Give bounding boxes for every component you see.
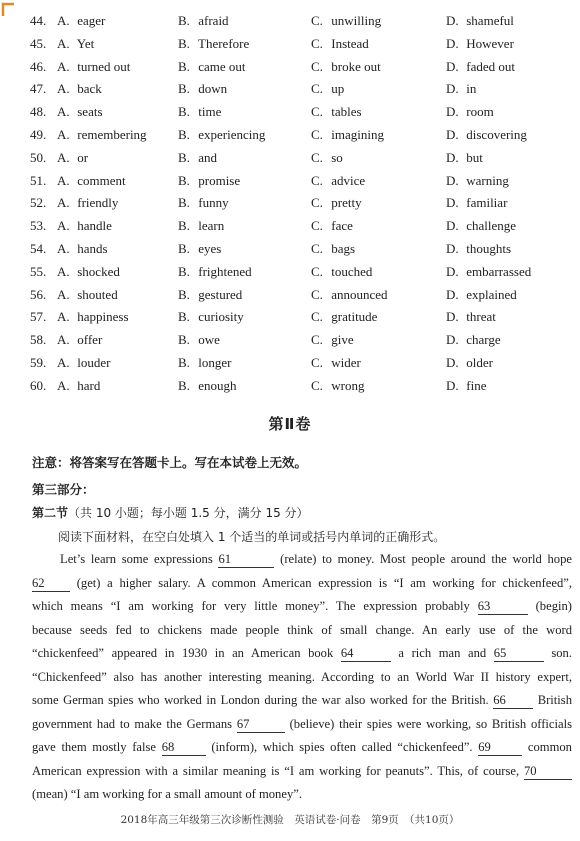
passage-text: some German spies who worked in London during the war also worked for the British. bbox=[32, 693, 489, 707]
passage-text: (get) a higher salary. A common American expression is “I am working for chickenfeed”, bbox=[76, 575, 572, 590]
option-c bbox=[311, 101, 362, 124]
question-row bbox=[0, 329, 580, 352]
question-number: 47. bbox=[30, 81, 47, 97]
option-b bbox=[178, 284, 242, 307]
option-letter: D. bbox=[446, 13, 459, 28]
option-text: up bbox=[331, 81, 345, 97]
option-d bbox=[446, 124, 527, 147]
options-list bbox=[0, 10, 580, 398]
question-number: 58. bbox=[30, 332, 47, 348]
option-text: louder bbox=[77, 354, 111, 370]
question-number: 51. bbox=[30, 172, 47, 188]
blank-65[interactable]: 65 bbox=[494, 646, 544, 662]
option-b bbox=[178, 78, 227, 101]
option-letter: D. bbox=[446, 218, 459, 234]
option-d bbox=[446, 147, 483, 170]
question-row bbox=[0, 78, 580, 101]
option-letter: C. bbox=[311, 263, 323, 279]
option-a bbox=[57, 306, 129, 329]
option-text: remembering bbox=[77, 126, 147, 142]
option-letter: D. bbox=[446, 195, 459, 211]
option-text: shouted bbox=[77, 286, 118, 302]
option-d bbox=[446, 56, 515, 79]
option-text: Yet bbox=[76, 35, 95, 51]
passage-line bbox=[32, 736, 572, 760]
option-letter: D. bbox=[446, 354, 459, 370]
question-row bbox=[0, 215, 580, 238]
option-d bbox=[446, 33, 514, 56]
option-d bbox=[446, 261, 531, 284]
option-text: back bbox=[77, 81, 102, 97]
option-letter: B. bbox=[178, 218, 190, 234]
question-number: 57. bbox=[30, 309, 47, 325]
option-letter: B. bbox=[178, 354, 190, 370]
option-b bbox=[178, 238, 221, 261]
option-c bbox=[311, 78, 344, 101]
passage-text: (begin) bbox=[535, 599, 572, 613]
passage-text: British bbox=[537, 693, 572, 707]
option-c bbox=[311, 192, 362, 215]
option-letter: A. bbox=[57, 309, 70, 325]
option-text: came out bbox=[198, 58, 246, 74]
option-text: wider bbox=[331, 354, 361, 370]
option-letter: D. bbox=[446, 81, 459, 97]
option-text: shocked bbox=[77, 263, 120, 279]
option-text: discovering bbox=[466, 126, 527, 142]
option-c bbox=[311, 261, 372, 284]
option-a bbox=[57, 192, 118, 215]
option-text: seats bbox=[77, 104, 103, 120]
option-letter: C. bbox=[311, 309, 323, 325]
option-text: wrong bbox=[331, 377, 365, 393]
option-letter: D. bbox=[446, 172, 459, 188]
question-row bbox=[0, 352, 580, 375]
option-b bbox=[178, 170, 240, 193]
option-text: challenge bbox=[466, 218, 517, 234]
question-row bbox=[0, 261, 580, 284]
passage-text: son. bbox=[551, 646, 572, 660]
option-b bbox=[178, 101, 221, 124]
question-row bbox=[0, 101, 580, 124]
option-letter: A. bbox=[57, 126, 70, 142]
option-letter: C. bbox=[311, 35, 323, 51]
question-row bbox=[0, 124, 580, 147]
question-row bbox=[0, 284, 580, 307]
passage-text: (believe) their spies were working, so British officials bbox=[289, 716, 573, 731]
option-letter: A. bbox=[57, 263, 70, 279]
option-text: face bbox=[331, 218, 353, 234]
passage-line bbox=[32, 548, 572, 572]
question-number: 48. bbox=[30, 104, 47, 120]
option-letter: D. bbox=[446, 377, 459, 393]
passage-text: common bbox=[527, 740, 572, 754]
option-letter: B. bbox=[178, 81, 190, 97]
option-letter: A. bbox=[57, 172, 70, 188]
option-letter: D. bbox=[446, 126, 459, 142]
option-text: pretty bbox=[331, 195, 362, 211]
sub-label: 第二节 bbox=[32, 506, 69, 520]
option-letter: A. bbox=[57, 240, 70, 256]
option-text: fine bbox=[466, 377, 487, 393]
option-text: eyes bbox=[198, 240, 222, 256]
option-letter: C. bbox=[311, 286, 323, 302]
option-d bbox=[446, 306, 496, 329]
option-text: broke out bbox=[331, 58, 381, 74]
option-d bbox=[446, 284, 517, 307]
option-letter: A. bbox=[57, 218, 70, 234]
option-b bbox=[178, 147, 217, 170]
option-letter: C. bbox=[311, 172, 323, 188]
option-a bbox=[57, 238, 108, 261]
passage-line bbox=[32, 760, 572, 784]
option-a bbox=[57, 170, 126, 193]
option-text: touched bbox=[331, 263, 373, 279]
part-heading: 第三部分： bbox=[32, 482, 95, 497]
question-number: 49. bbox=[30, 126, 47, 142]
option-letter: D. bbox=[446, 104, 459, 120]
passage-text: (inform), which spies often called “chickenfeed”. bbox=[211, 740, 473, 754]
option-a bbox=[57, 215, 112, 238]
option-text: older bbox=[466, 354, 493, 370]
option-text: longer bbox=[198, 354, 232, 370]
option-letter: C. bbox=[311, 332, 323, 348]
question-row bbox=[0, 375, 580, 398]
question-row bbox=[0, 306, 580, 329]
option-text: charge bbox=[466, 332, 501, 348]
option-text: learn bbox=[198, 218, 225, 234]
option-a bbox=[57, 101, 103, 124]
option-text: shameful bbox=[466, 13, 514, 28]
option-letter: B. bbox=[178, 126, 190, 142]
option-c bbox=[311, 170, 365, 193]
option-letter: D. bbox=[446, 240, 459, 256]
option-text: in bbox=[466, 81, 477, 97]
option-letter: A. bbox=[57, 58, 70, 74]
option-letter: C. bbox=[311, 81, 323, 97]
option-b bbox=[178, 192, 229, 215]
option-letter: B. bbox=[178, 195, 190, 211]
passage-line bbox=[32, 783, 572, 807]
option-text: funny bbox=[198, 195, 229, 211]
option-text: promise bbox=[198, 172, 241, 188]
passage-text: government had to make the Germans bbox=[32, 716, 233, 731]
question-row bbox=[0, 33, 580, 56]
passage-line bbox=[32, 666, 572, 690]
option-text: or bbox=[77, 149, 89, 165]
option-text: gratitude bbox=[331, 309, 378, 325]
option-d bbox=[446, 215, 516, 238]
option-text: but bbox=[466, 149, 483, 165]
option-text: advice bbox=[331, 172, 366, 188]
option-letter: A. bbox=[57, 286, 70, 302]
option-letter: B. bbox=[178, 286, 190, 302]
option-text: time bbox=[198, 104, 222, 120]
option-text: hands bbox=[77, 240, 108, 256]
option-b bbox=[178, 10, 229, 33]
option-b bbox=[178, 56, 246, 79]
blank-68[interactable]: 68 bbox=[162, 740, 206, 756]
option-text: Therefore bbox=[198, 35, 250, 51]
option-letter: B. bbox=[178, 172, 190, 188]
option-letter: A. bbox=[57, 35, 70, 51]
option-d bbox=[446, 170, 509, 193]
option-c bbox=[311, 352, 361, 375]
option-letter: C. bbox=[311, 58, 323, 74]
option-a bbox=[57, 33, 94, 56]
option-letter: C. bbox=[311, 195, 323, 211]
passage-line bbox=[32, 713, 572, 737]
option-letter: B. bbox=[178, 58, 190, 74]
question-row bbox=[0, 238, 580, 261]
option-a bbox=[57, 375, 100, 398]
question-row bbox=[0, 56, 580, 79]
option-letter: C. bbox=[311, 126, 323, 142]
option-letter: C. bbox=[311, 104, 323, 120]
answer-note: 注意：将答案写在答题卡上。写在本试卷上无效。 bbox=[32, 455, 308, 470]
option-text: give bbox=[331, 332, 354, 348]
option-text: comment bbox=[77, 172, 126, 188]
option-letter: A. bbox=[57, 104, 70, 120]
passage-line bbox=[32, 595, 572, 619]
question-number: 44. bbox=[30, 13, 47, 28]
option-letter: B. bbox=[178, 377, 190, 393]
option-text: experiencing bbox=[198, 126, 266, 142]
option-text: thoughts bbox=[466, 240, 512, 256]
option-c bbox=[311, 10, 381, 33]
option-c bbox=[311, 329, 354, 352]
option-d bbox=[446, 375, 486, 398]
question-number: 60. bbox=[30, 377, 47, 393]
option-d bbox=[446, 329, 501, 352]
option-a bbox=[57, 124, 147, 147]
option-c bbox=[311, 306, 377, 329]
option-d bbox=[446, 101, 494, 124]
option-letter: A. bbox=[57, 195, 70, 211]
option-text: bags bbox=[331, 240, 356, 256]
option-a bbox=[57, 147, 88, 170]
option-letter: B. bbox=[178, 104, 190, 120]
blank-61[interactable]: 61 bbox=[218, 552, 274, 568]
passage-text: gave them mostly false bbox=[32, 740, 157, 754]
passage-text: (relate) to money. Most people around the world hope bbox=[280, 552, 572, 566]
option-d bbox=[446, 10, 514, 33]
blank-67[interactable]: 67 bbox=[237, 717, 285, 733]
option-a bbox=[57, 352, 110, 375]
blank-62[interactable]: 62 bbox=[32, 576, 70, 592]
option-a bbox=[57, 284, 118, 307]
passage-text: because seeds fed to chickens made people think of small change. An early use of the word bbox=[32, 622, 572, 637]
option-letter: B. bbox=[178, 35, 190, 51]
question-row bbox=[0, 10, 580, 33]
passage-line bbox=[32, 572, 572, 596]
option-b bbox=[178, 329, 220, 352]
option-text: tables bbox=[331, 104, 362, 120]
question-number: 54. bbox=[30, 240, 47, 256]
option-b bbox=[178, 124, 265, 147]
option-text: However bbox=[466, 35, 514, 51]
option-letter: D. bbox=[446, 149, 459, 165]
passage-line bbox=[32, 619, 572, 643]
option-b bbox=[178, 306, 244, 329]
option-letter: B. bbox=[178, 240, 190, 256]
option-text: so bbox=[331, 149, 343, 165]
option-text: curiosity bbox=[198, 309, 244, 325]
option-letter: A. bbox=[57, 332, 70, 348]
passage-text: American expression with a similar meaning is “I am working for peanuts”. This, of course, bbox=[32, 763, 520, 778]
section-title: 第Ⅱ卷 bbox=[268, 415, 312, 433]
option-a bbox=[57, 261, 120, 284]
option-text: gestured bbox=[198, 286, 243, 302]
option-b bbox=[178, 375, 237, 398]
question-number: 52. bbox=[30, 195, 47, 211]
option-b bbox=[178, 261, 252, 284]
question-row bbox=[0, 170, 580, 193]
option-b bbox=[178, 33, 249, 56]
question-row bbox=[0, 192, 580, 215]
option-letter: A. bbox=[57, 354, 70, 370]
question-number: 45. bbox=[30, 35, 47, 51]
option-text: eager bbox=[77, 13, 106, 28]
sub-heading bbox=[32, 504, 309, 521]
option-letter: B. bbox=[178, 309, 190, 325]
page-footer: 2018年高三年级第三次诊断性测验 英语试卷·问卷 第9页 （共10页） bbox=[120, 814, 460, 826]
option-text: turned out bbox=[77, 58, 131, 74]
option-letter: A. bbox=[57, 13, 70, 28]
option-letter: B. bbox=[178, 332, 190, 348]
option-a bbox=[57, 10, 105, 33]
passage-line bbox=[32, 642, 572, 666]
option-c bbox=[311, 284, 388, 307]
option-c bbox=[311, 215, 353, 238]
option-text: warning bbox=[466, 172, 509, 188]
option-letter: C. bbox=[311, 218, 323, 234]
option-a bbox=[57, 78, 102, 101]
option-text: imagining bbox=[331, 126, 384, 142]
passage-text: a rich man and bbox=[398, 646, 487, 660]
option-text: offer bbox=[77, 332, 103, 348]
passage-text: Let’s learn some expressions bbox=[60, 552, 213, 566]
option-letter: C. bbox=[311, 240, 323, 256]
option-c bbox=[311, 56, 381, 79]
option-letter: B. bbox=[178, 263, 190, 279]
option-text: embarrassed bbox=[466, 263, 532, 279]
option-text: friendly bbox=[77, 195, 119, 211]
blank-64[interactable]: 64 bbox=[341, 646, 391, 662]
option-c bbox=[311, 375, 364, 398]
option-c bbox=[311, 238, 355, 261]
option-letter: C. bbox=[311, 354, 323, 370]
option-text: hard bbox=[77, 377, 101, 393]
option-letter: D. bbox=[446, 332, 459, 348]
passage-line bbox=[32, 689, 572, 713]
option-letter: B. bbox=[178, 13, 190, 28]
option-text: familiar bbox=[466, 195, 508, 211]
option-letter: D. bbox=[446, 309, 459, 325]
passage-text: “chickenfeed” appeared in 1930 in an American book bbox=[32, 646, 334, 660]
option-b bbox=[178, 215, 224, 238]
sub-detail: （共 10 小题；每小题 1.5 分，满分 15 分） bbox=[68, 506, 309, 520]
question-row bbox=[0, 147, 580, 170]
option-letter: C. bbox=[311, 377, 323, 393]
option-text: and bbox=[198, 149, 218, 165]
blank-63[interactable]: 63 bbox=[478, 599, 528, 615]
option-d bbox=[446, 78, 476, 101]
option-d bbox=[446, 238, 511, 261]
option-text: afraid bbox=[198, 13, 229, 28]
option-a bbox=[57, 56, 130, 79]
passage-text: “Chickenfeed” also has another interesting meaning. According to an World War II history expert, bbox=[32, 669, 572, 684]
option-text: Instead bbox=[331, 35, 369, 51]
option-a bbox=[57, 329, 102, 352]
passage-text: which means “I am working for very little money”. The expression probably bbox=[32, 599, 470, 613]
option-letter: D. bbox=[446, 286, 459, 302]
option-b bbox=[178, 352, 231, 375]
question-number: 59. bbox=[30, 354, 47, 370]
option-text: frightened bbox=[198, 263, 252, 279]
option-letter: B. bbox=[178, 149, 190, 165]
option-letter: A. bbox=[57, 81, 70, 97]
option-letter: C. bbox=[311, 13, 323, 28]
option-text: happiness bbox=[77, 309, 129, 325]
option-letter: D. bbox=[446, 35, 459, 51]
blank-70[interactable]: 70 bbox=[524, 764, 572, 780]
option-c bbox=[311, 33, 369, 56]
option-text: handle bbox=[77, 218, 112, 234]
option-text: unwilling bbox=[331, 13, 382, 28]
question-number: 56. bbox=[30, 286, 47, 302]
blank-66[interactable]: 66 bbox=[493, 693, 533, 709]
option-d bbox=[446, 192, 507, 215]
option-c bbox=[311, 124, 384, 147]
option-text: enough bbox=[198, 377, 237, 393]
option-text: announced bbox=[331, 286, 388, 302]
question-number: 55. bbox=[30, 263, 47, 279]
option-text: explained bbox=[466, 286, 517, 302]
passage bbox=[32, 548, 572, 807]
option-letter: C. bbox=[311, 149, 323, 165]
blank-69[interactable]: 69 bbox=[478, 740, 522, 756]
option-text: owe bbox=[198, 332, 220, 348]
option-c bbox=[311, 147, 343, 170]
option-letter: D. bbox=[446, 263, 459, 279]
option-letter: D. bbox=[446, 58, 459, 74]
option-text: faded out bbox=[466, 58, 515, 74]
option-letter: A. bbox=[57, 149, 70, 165]
instructions: 阅读下面材料，在空白处填入 1 个适当的单词或括号内单词的正确形式。 bbox=[58, 530, 446, 544]
option-text: room bbox=[466, 104, 494, 120]
question-number: 50. bbox=[30, 149, 47, 165]
option-d bbox=[446, 352, 493, 375]
question-number: 46. bbox=[30, 58, 47, 74]
passage-text: (mean) “I am working for a small amount of money”. bbox=[32, 787, 302, 801]
option-text: down bbox=[198, 81, 228, 97]
question-number: 53. bbox=[30, 218, 47, 234]
option-letter: A. bbox=[57, 377, 70, 393]
option-text: threat bbox=[466, 309, 496, 325]
